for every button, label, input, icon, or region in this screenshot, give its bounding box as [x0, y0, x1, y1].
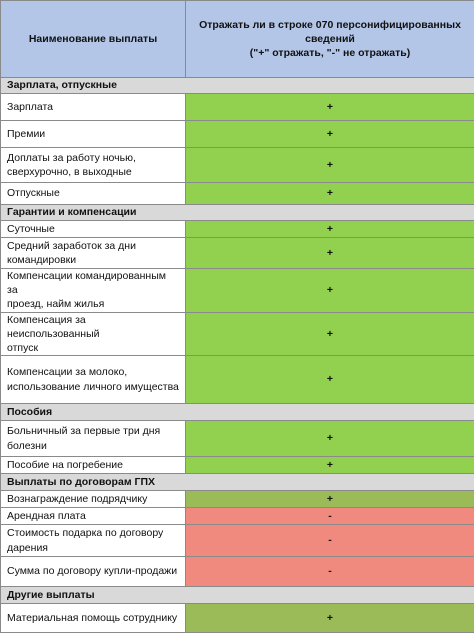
payment-name: Отпускные [1, 183, 186, 205]
payment-name-line: проезд, найм жилья [7, 297, 179, 311]
section-row [1, 205, 474, 221]
table-row [1, 356, 474, 404]
reflect-value: + [186, 238, 474, 269]
payment-name: Арендная плата [1, 508, 186, 525]
table-row [1, 508, 474, 525]
header-line: ("+" отражать, "-" не отражать) [192, 46, 468, 60]
payment-name-line: сверхурочно, в выходные [7, 165, 179, 179]
payment-name [1, 148, 186, 183]
payment-name: Пособие на погребение [1, 457, 186, 474]
payment-name-line: использование личного имущества [7, 380, 179, 394]
payment-name: Суточные [1, 221, 186, 238]
section-row [1, 404, 474, 421]
section-title: Зарплата, отпускные [1, 78, 474, 94]
payment-name [1, 312, 186, 356]
payment-name-line: дарения [7, 541, 179, 555]
payment-name-line: болезни [7, 439, 179, 453]
payment-name-line: Компенсации за молоко, [7, 365, 179, 379]
table-row [1, 312, 474, 356]
reflect-value: + [186, 221, 474, 238]
table-row [1, 421, 474, 457]
section-row [1, 78, 474, 94]
table-row [1, 183, 474, 205]
reflect-value: + [186, 457, 474, 474]
table-row [1, 148, 474, 183]
reflect-value: + [186, 269, 474, 313]
payment-name-line: Компенсации командированным за [7, 269, 179, 297]
table-row [1, 94, 474, 121]
reflect-value: - [186, 508, 474, 525]
reflect-value: + [186, 421, 474, 457]
reflect-value: - [186, 525, 474, 557]
reflect-value: + [186, 312, 474, 356]
table-row [1, 457, 474, 474]
payment-name: Материальная помощь сотруднику [1, 604, 186, 633]
payment-name: Зарплата [1, 94, 186, 121]
payment-name: Сумма по договору купли-продажи [1, 557, 186, 587]
payment-name [1, 421, 186, 457]
header-line: сведений [192, 32, 468, 46]
header-reflect-in-070 [186, 1, 474, 78]
header-line: Отражать ли в строке 070 персонифицированных [192, 18, 468, 32]
table-row [1, 269, 474, 313]
payment-name [1, 525, 186, 557]
payment-name-line: Средний заработок за дни [7, 239, 179, 253]
payment-name-line: отпуск [7, 341, 179, 355]
payment-name [1, 238, 186, 269]
table-row [1, 557, 474, 587]
reflect-value: + [186, 491, 474, 508]
payment-name-line: Доплаты за работу ночью, [7, 151, 179, 165]
table-row [1, 604, 474, 633]
section-title: Гарантии и компенсации [1, 205, 474, 221]
section-title: Другие выплаты [1, 587, 474, 604]
section-title: Выплаты по договорам ГПХ [1, 474, 474, 491]
payment-name: Вознаграждение подрядчику [1, 491, 186, 508]
payment-name [1, 356, 186, 404]
reflect-value: + [186, 356, 474, 404]
table-row [1, 121, 474, 148]
payment-name-line: Стоимость подарка по договору [7, 526, 179, 540]
reflect-value: - [186, 557, 474, 587]
payment-name: Премии [1, 121, 186, 148]
payment-name [1, 269, 186, 313]
table-row [1, 238, 474, 269]
reflect-value: + [186, 121, 474, 148]
payment-name-line: командировки [7, 253, 179, 267]
header-payment-name: Наименование выплаты [1, 1, 186, 78]
reflect-value: + [186, 148, 474, 183]
payment-name-line: Компенсация за неиспользованный [7, 313, 179, 341]
section-row [1, 587, 474, 604]
reflect-value: + [186, 604, 474, 633]
table-header-row [1, 1, 474, 78]
table-row [1, 491, 474, 508]
payment-name-line: Больничный за первые три дня [7, 424, 179, 438]
reflect-value: + [186, 183, 474, 205]
table-row [1, 221, 474, 238]
table-row [1, 525, 474, 557]
reflect-value: + [186, 94, 474, 121]
section-row [1, 474, 474, 491]
section-title: Пособия [1, 404, 474, 421]
